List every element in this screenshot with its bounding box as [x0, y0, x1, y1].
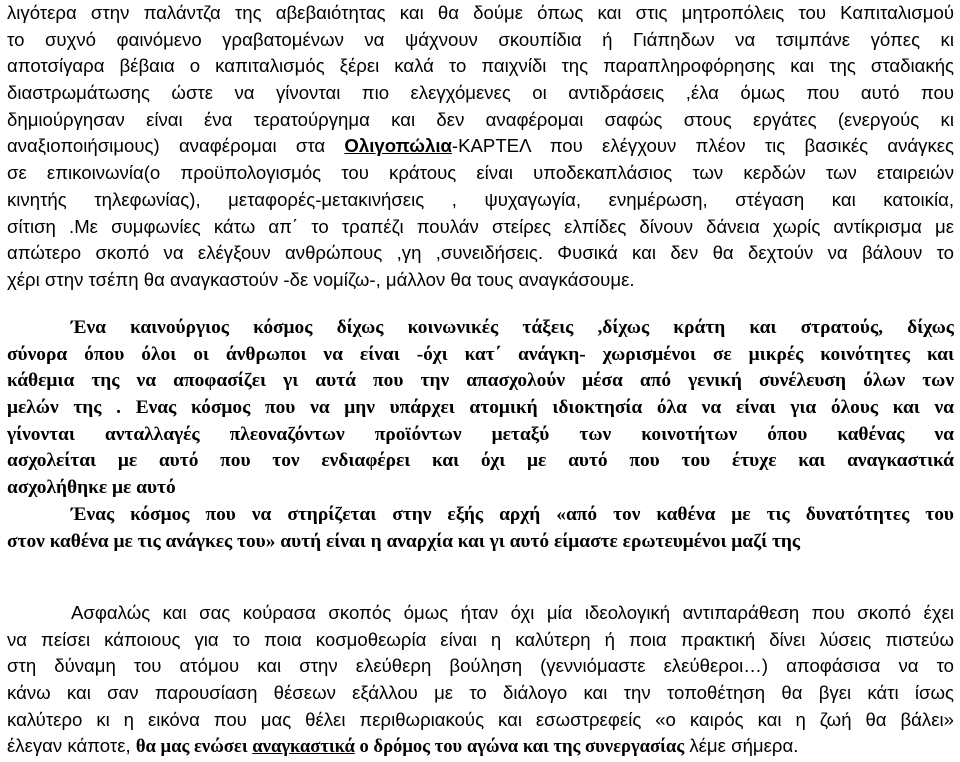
- text-line: στη δύναμη του ατόμου και στην ελεύθερη βούληση (γεννιόμαστε ελεύθεροι…) αποφάσισα να το: [7, 655, 954, 677]
- text-line: ασχολήθηκε με αυτό: [7, 477, 176, 499]
- text-line: αποτσίγαρα βέβαια ο καπιταλισμός ξέρει καλά το παιχνίδι της παραπληροφόρησης και της σταδιακής: [7, 55, 954, 77]
- text-line: χέρι στην τσέπη θα αναγκαστούν -δε νομίζω-, μάλλον θα τους αναγκάσουμε.: [7, 268, 635, 290]
- text-line: να πείσει κάποιους για το ποια κοσμοθεωρία είναι η καλύτερη ή ποια πρακτική δίνει λύσεις πιστεύω: [7, 628, 954, 650]
- text-line: καλύτερο κι η εικόνα που μας θέλει περιθωριακούς και εσωστρεφείς «ο καιρός και η ζωή θα βάλει»: [7, 708, 954, 730]
- text-line: Ασφαλώς και σας κούρασα σκοπός όμως ήταν όχι μία ιδεολογική αντιπαράθεση που σκοπό έχει: [71, 602, 954, 623]
- text-line: [7, 133, 954, 160]
- text-fragment: λέμε σήμερα.: [684, 735, 799, 757]
- text-line: κάνω και σαν παρουσίαση θέσεων εξάλλου με το διάλογο και την τοποθέτηση θα βγει κάτι ίσως: [7, 682, 954, 704]
- text-line: δημιούργησαν είναι ένα τερατούργημα και δεν αναφέρομαι σαφώς στους εργάτες (ενεργούς κι: [7, 108, 954, 130]
- text-fragment-bold: θα μας ενώσει: [135, 736, 253, 758]
- paragraph-principle: [7, 502, 954, 555]
- text-line: κινητής τηλεφωνίας), μεταφορές-μετακινήσεις , ψυχαγωγία, ενημέρωση, στέγαση και κατοικία,: [7, 188, 954, 210]
- text-fragment: έλεγαν κάποτε,: [7, 735, 136, 757]
- text-line: Ένα καινούργιος κόσμος δίχως κοινωνικές τάξεις ,δίχως κράτη και στρατούς, δίχως: [71, 317, 954, 338]
- text-fragment: αναξιοποιήσιμους) αναφέρομαι στα: [7, 135, 345, 157]
- oligopoly-link-text[interactable]: Ολιγοπώλια: [344, 135, 452, 157]
- text-line: Ένας κόσμος που να στηρίζεται στην εξής αρχή «από τον καθένα με τις δυνατότητες του: [71, 504, 954, 525]
- text-fragment-bold-underlined: αναγκαστικά: [252, 736, 355, 758]
- text-line: σε επικοινωνία(ο προϋπολογισμός του κράτους είναι υποδεκαπλάσιος των κερδών των εταιρειών: [7, 162, 954, 184]
- text-line: [7, 733, 954, 760]
- text-line: διαστρωμάτωσης ώστε να γίνονται πιο ελεγχόμενες οι αντιδράσεις ,έλα όμως που αυτό που: [7, 82, 954, 104]
- text-fragment: -ΚΑΡΤΕΛ που ελέγχουν πλέον τις βασικές ανάγκες: [451, 135, 954, 157]
- paragraph-new-world: [7, 315, 954, 502]
- text-line: κάθεμια της να αποφασίζει γι αυτά που την απασχολούν μέσα από γενική συνέλευση όλων των: [7, 370, 954, 392]
- text-line: το συχνό φαινόμενο γραβατομένων να ψάχνουν σκουπίδια ή Γιάπηδων να τσιμπάνε γόπες κι: [7, 28, 954, 50]
- text-line: στον καθένα με τις ανάγκες του» αυτή είναι η αναρχία και γι αυτό είμαστε ερωτευμένοι μαζί της: [7, 530, 801, 552]
- text-line: σύνορα όπου όλοι οι άνθρωποι να είναι -όχι κατ΄ ανάγκη- χωρισμένοι σε μικρές κοινότητες και: [7, 343, 954, 365]
- text-line: σίτιση .Με συμφωνίες κάτω απ΄ το τραπέζι πουλάν στείρες ελπίδες δίνουν δάνεια χωρίς αντίκρισμα με: [7, 215, 954, 237]
- paragraph-conclusion: [7, 600, 954, 760]
- paragraph-intro: [7, 0, 954, 294]
- text-line: γίνονται ανταλλαγές πλεοναζόντων προϊόντων μεταξύ των κοινοτήτων όπου καθένας να: [7, 423, 954, 445]
- text-fragment-bold: ο δρόμος του αγώνα και της συνεργασίας: [354, 736, 685, 758]
- text-line: λιγότερα στην παλάντζα της αβεβαιότητας και θα δούμε όπως και στις μητροπόλεις του Καπιταλισμού: [7, 2, 954, 23]
- text-line: απώτερο σκοπό να ελέγξουν ανθρώπους ,γη ,συνειδήσεις. Φυσικά και δεν θα δεχτούν να βάλουν το: [7, 242, 954, 264]
- text-line: μελών της . Ενας κόσμος που να μην υπάρχει ατομική ιδιοκτησία όλα να είναι για όλους και να: [7, 397, 954, 419]
- text-line: ασχολείται με αυτό που τον ενδιαφέρει και όχι με αυτό που του έτυχε και αναγκαστικά: [7, 450, 954, 472]
